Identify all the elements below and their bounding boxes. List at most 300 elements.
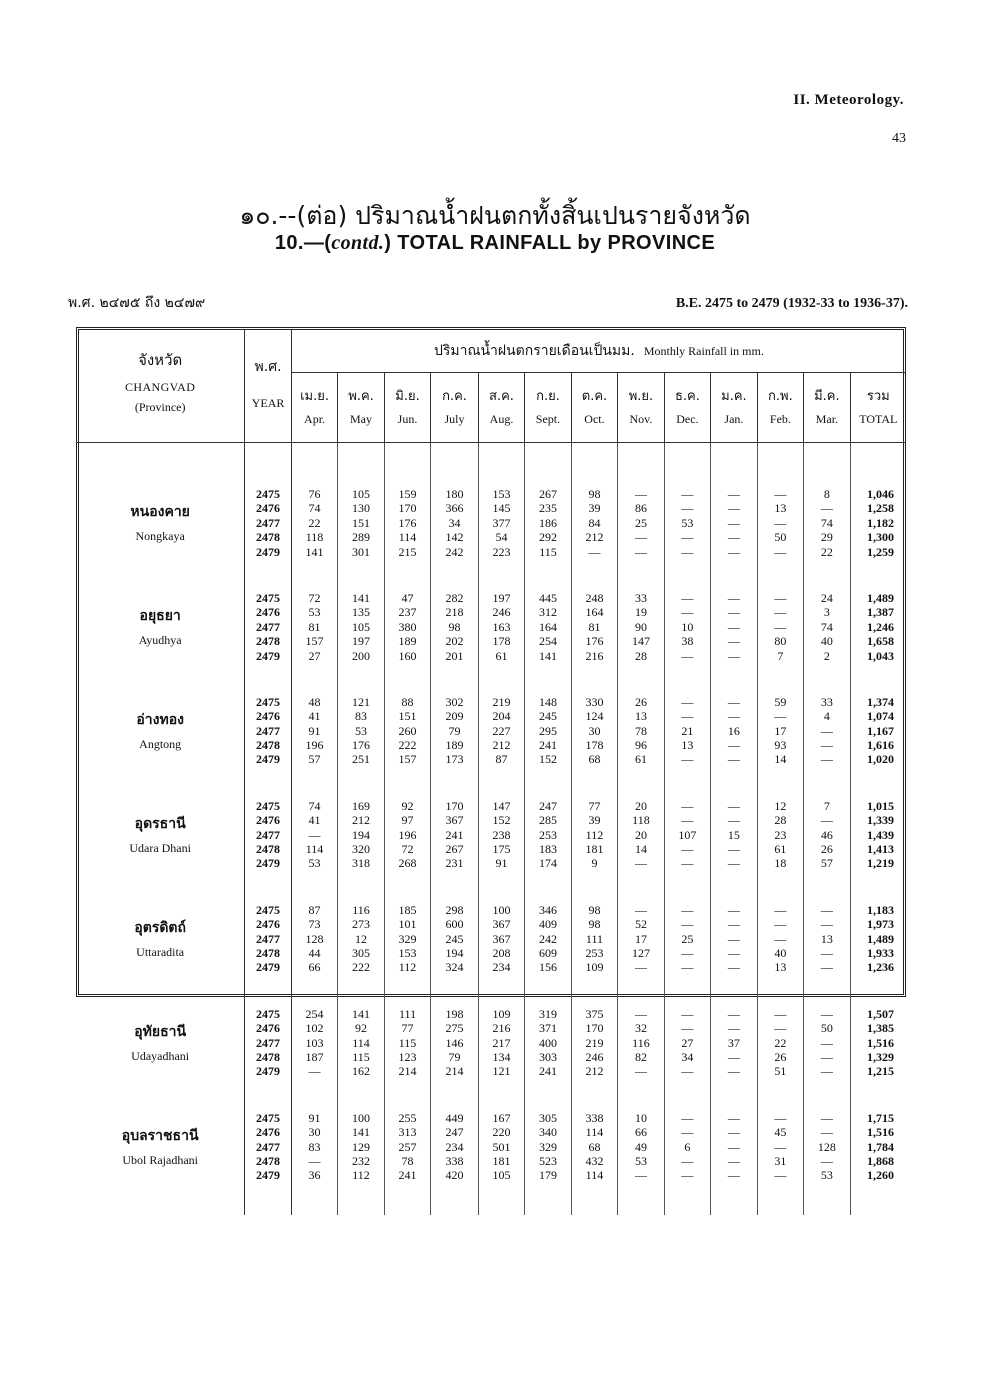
- month-cell: [757, 1111, 803, 1183]
- rainfall-value: 29: [820, 530, 833, 545]
- column-header-thai: มิ.ย.: [395, 389, 420, 405]
- gap-cell: [76, 975, 245, 1007]
- rainfall-value: 17: [634, 931, 647, 946]
- gap-cell: [291, 559, 337, 591]
- rainfall-value: 45: [774, 1125, 787, 1140]
- rainfall-value: 74: [308, 798, 321, 813]
- rainfall-value: 74: [820, 619, 833, 634]
- running-head: II. Meteorology.: [793, 92, 904, 108]
- month-cell: [384, 1111, 430, 1183]
- rainfall-value: 22: [820, 544, 833, 559]
- month-cell: [525, 1111, 571, 1183]
- rainfall-value: 251: [352, 752, 371, 767]
- gap-row: [76, 663, 906, 695]
- month-cell: [338, 487, 384, 559]
- month-cell: [431, 591, 479, 663]
- rainfall-value: 196: [305, 738, 324, 753]
- rainfall-value: 367: [492, 917, 511, 932]
- rainfall-value: 198: [445, 1006, 464, 1021]
- rainfall-value: 151: [398, 709, 417, 724]
- rainfall-value: 73: [308, 917, 321, 932]
- gap-cell: [757, 1183, 803, 1215]
- province-name-thai: อุบลราชธานี: [121, 1128, 199, 1145]
- rainfall-value: —: [681, 1021, 694, 1036]
- rainfall-value: —: [820, 1125, 833, 1140]
- rainfall-value: 105: [352, 487, 371, 501]
- year-value: 2477: [256, 619, 281, 634]
- rainfall-value: 220: [492, 1125, 511, 1140]
- rainfall-value: 253: [538, 827, 557, 842]
- gap-cell: [291, 1183, 337, 1215]
- rainfall-value: —: [820, 960, 833, 975]
- rainfall-value: 82: [634, 1049, 647, 1064]
- column-header-english: Sept.: [535, 412, 561, 427]
- rainfall-value: 329: [398, 931, 417, 946]
- gap-cell: [618, 871, 664, 903]
- year-cell: [245, 487, 291, 559]
- gap-cell: [571, 1183, 617, 1215]
- rainfall-value: 112: [352, 1168, 370, 1183]
- gap-cell: [384, 1079, 430, 1111]
- rainfall-value: 292: [538, 530, 557, 545]
- rainfall-value: 91: [308, 723, 321, 738]
- rainfall-value: 100: [352, 1110, 371, 1125]
- year-value: 2476: [256, 1021, 281, 1036]
- monthly-header-english: Monthly Rainfall in mm.: [643, 344, 764, 359]
- rainfall-value: 25: [681, 931, 694, 946]
- rainfall-value: 238: [492, 827, 511, 842]
- rainfall-value: 134: [492, 1049, 511, 1064]
- rainfall-value: 87: [495, 752, 508, 767]
- rainfall-value: 76: [308, 487, 321, 501]
- rainfall-value: —: [727, 709, 740, 724]
- year-value: 2478: [256, 738, 281, 753]
- month-cell: [618, 487, 664, 559]
- column-header-english: May: [350, 412, 373, 427]
- rainfall-value: 367: [445, 813, 464, 828]
- rainfall-value: 340: [538, 1125, 557, 1140]
- total-value: 1,439: [867, 827, 894, 842]
- month-cell: [804, 903, 850, 975]
- total-value: 1,516: [867, 1035, 894, 1050]
- province-name-english: Nongkaya: [135, 529, 185, 544]
- gap-cell: [664, 1183, 710, 1215]
- column-header-thai: เม.ย.: [300, 389, 329, 405]
- rainfall-value: 141: [352, 1006, 371, 1021]
- month-cell: [804, 591, 850, 663]
- rainfall-value: 420: [445, 1168, 464, 1183]
- gap-cell: [711, 559, 757, 591]
- year-cell: [245, 903, 291, 975]
- rainfall-value: 105: [352, 619, 371, 634]
- rainfall-value: 53: [634, 1153, 647, 1168]
- rainfall-value: 111: [398, 1006, 417, 1021]
- total-value: 1,020: [867, 752, 894, 767]
- rainfall-value: —: [727, 1153, 740, 1168]
- rainfall-value: 194: [352, 827, 371, 842]
- month-cell: [757, 487, 803, 559]
- gap-cell: [711, 663, 757, 695]
- gap-cell: [757, 559, 803, 591]
- rainfall-value: 609: [538, 945, 557, 960]
- rainfall-value: 87: [308, 902, 321, 917]
- rainfall-value: 13: [681, 738, 694, 753]
- rainfall-value: —: [681, 752, 694, 767]
- rainfall-value: 178: [492, 634, 511, 649]
- month-cell: [431, 903, 479, 975]
- rainfall-value: 338: [445, 1153, 464, 1168]
- rainfall-value: —: [820, 917, 833, 932]
- rainfall-value: 260: [398, 723, 417, 738]
- rainfall-value: 77: [401, 1021, 414, 1036]
- month-cell: [757, 903, 803, 975]
- rainfall-value: —: [681, 917, 694, 932]
- rainfall-value: 245: [538, 709, 557, 724]
- month-cell: [291, 1007, 337, 1079]
- total-value: 1,385: [867, 1021, 894, 1036]
- column-header-english: TOTAL: [859, 412, 898, 427]
- month-cell: [664, 903, 710, 975]
- rainfall-value: 53: [355, 723, 368, 738]
- rainfall-value: —: [774, 605, 787, 620]
- rainfall-value: 216: [585, 648, 604, 663]
- rainfall-value: —: [774, 487, 787, 501]
- month-cell: [338, 1007, 384, 1079]
- column-header-thai: ส.ค.: [489, 389, 514, 405]
- month-cell: [384, 799, 430, 871]
- rainfall-value: 12: [774, 798, 787, 813]
- month-cell: [711, 695, 757, 767]
- gap-cell: [338, 767, 384, 799]
- province-block: [76, 1111, 906, 1183]
- month-cell: [618, 903, 664, 975]
- month-cell: [384, 487, 430, 559]
- rainfall-value: 253: [585, 945, 604, 960]
- gap-cell: [664, 975, 710, 1007]
- rainfall-value: 84: [588, 515, 601, 530]
- rainfall-value: 83: [308, 1139, 321, 1154]
- year-cell: [245, 591, 291, 663]
- rainfall-value: 22: [774, 1035, 787, 1050]
- province-block: [76, 591, 906, 663]
- rainfall-value: 242: [445, 544, 464, 559]
- gap-cell: [431, 975, 479, 1007]
- rainfall-value: 13: [820, 931, 833, 946]
- month-cell: [431, 799, 479, 871]
- rainfall-value: 223: [492, 544, 511, 559]
- period-thai: พ.ศ. ๒๔๗๕ ถึง ๒๔๗๙: [68, 295, 206, 311]
- rainfall-value: 28: [774, 813, 787, 828]
- page-number: 43: [892, 131, 906, 146]
- month-cell: [711, 799, 757, 871]
- rainfall-value: —: [681, 648, 694, 663]
- rainfall-value: —: [681, 960, 694, 975]
- gap-cell: [571, 975, 617, 1007]
- spacer-cell: [245, 443, 291, 488]
- rainfall-value: 128: [817, 1139, 836, 1154]
- rainfall-value: —: [727, 798, 740, 813]
- rainfall-value: 303: [538, 1049, 557, 1064]
- gap-cell: [291, 663, 337, 695]
- rainfall-value: 312: [538, 605, 557, 620]
- province-cell: [76, 591, 245, 663]
- rainfall-value: 109: [585, 960, 604, 975]
- spacer-cell: [804, 443, 850, 488]
- rainfall-value: —: [774, 1110, 787, 1125]
- rainfall-value: —: [727, 1021, 740, 1036]
- total-value: 1,616: [867, 738, 894, 753]
- rainfall-value: —: [820, 1064, 833, 1079]
- rainfall-value: 27: [681, 1035, 694, 1050]
- rainfall-value: 152: [538, 752, 557, 767]
- year-value: 2479: [256, 752, 281, 767]
- rainfall-value: 215: [398, 544, 417, 559]
- rainfall-value: 449: [445, 1110, 464, 1125]
- rainfall-value: 7: [777, 648, 784, 663]
- rainfall-value: 121: [492, 1064, 511, 1079]
- gap-cell: [291, 871, 337, 903]
- year-value: 2479: [256, 960, 281, 975]
- gap-cell: [571, 1079, 617, 1111]
- rainfall-value: 275: [445, 1021, 464, 1036]
- gap-cell: [757, 767, 803, 799]
- province-block: [76, 487, 906, 559]
- year-value: 2479: [256, 856, 281, 871]
- rainfall-value: 26: [820, 842, 833, 857]
- rainfall-value: 242: [538, 931, 557, 946]
- rainfall-value: 13: [634, 709, 647, 724]
- rainfall-value: 247: [538, 798, 557, 813]
- rainfall-value: 400: [538, 1035, 557, 1050]
- province-name-thai: อุดรธานี: [134, 816, 186, 833]
- total-cell: [850, 903, 906, 975]
- spacer-cell: [478, 443, 524, 488]
- rainfall-value: 46: [820, 827, 833, 842]
- rainfall-value: 163: [492, 619, 511, 634]
- spacer-cell: [571, 443, 617, 488]
- gap-row: [76, 767, 906, 799]
- month-cell: [804, 1007, 850, 1079]
- rainfall-value: 371: [538, 1021, 557, 1036]
- month-cell: [571, 799, 617, 871]
- title-contd: contd.: [331, 232, 385, 254]
- rainfall-value: 209: [445, 709, 464, 724]
- rainfall-value: 232: [352, 1153, 371, 1168]
- rainfall-value: 217: [492, 1035, 511, 1050]
- gap-cell: [525, 871, 571, 903]
- rainfall-value: 41: [308, 813, 321, 828]
- month-cell: [804, 799, 850, 871]
- rainfall-value: 47: [401, 590, 414, 605]
- rainfall-value: —: [681, 1110, 694, 1125]
- rainfall-value: 432: [585, 1153, 604, 1168]
- gap-cell: [850, 871, 906, 903]
- rainfall-value: 222: [398, 738, 417, 753]
- month-cell: [384, 695, 430, 767]
- gap-row: [76, 1079, 906, 1111]
- rainfall-value: 148: [538, 694, 557, 709]
- column-header-english: Aug.: [489, 412, 514, 427]
- rainfall-value: —: [774, 902, 787, 917]
- total-value: 1,300: [867, 530, 894, 545]
- rainfall-value: 83: [355, 709, 368, 724]
- total-value: 1,236: [867, 960, 894, 975]
- total-value: 1,489: [867, 590, 894, 605]
- year-value: 2476: [256, 605, 281, 620]
- rainfall-value: 445: [538, 590, 557, 605]
- gap-cell: [571, 767, 617, 799]
- rainfall-value: —: [774, 1168, 787, 1183]
- rainfall-value: 295: [538, 723, 557, 738]
- gap-cell: [664, 1079, 710, 1111]
- gap-cell: [478, 767, 524, 799]
- gap-cell: [245, 1183, 291, 1215]
- rainfall-value: 74: [820, 515, 833, 530]
- rainfall-value: 409: [538, 917, 557, 932]
- rainfall-value: 212: [352, 813, 371, 828]
- rainfall-value: 53: [308, 856, 321, 871]
- rainfall-value: 118: [305, 530, 324, 545]
- rainfall-value: —: [727, 590, 740, 605]
- column-header: [618, 373, 664, 443]
- year-value: 2475: [256, 798, 281, 813]
- rainfall-value: 103: [305, 1035, 324, 1050]
- month-cell: [757, 695, 803, 767]
- year-cell: [245, 1111, 291, 1183]
- rainfall-value: 34: [681, 1049, 694, 1064]
- rainfall-value: 4: [823, 709, 830, 724]
- rainfall-value: 30: [588, 723, 601, 738]
- year-cell: [245, 799, 291, 871]
- rainfall-value: —: [634, 856, 647, 871]
- gap-cell: [850, 1079, 906, 1111]
- rainfall-value: 142: [445, 530, 464, 545]
- gap-cell: [338, 975, 384, 1007]
- rainfall-value: —: [727, 842, 740, 857]
- year-value: 2477: [256, 827, 281, 842]
- rainfall-value: 109: [492, 1006, 511, 1021]
- gap-cell: [76, 1079, 245, 1111]
- year-value: 2475: [256, 590, 281, 605]
- rainfall-value: —: [681, 1064, 694, 1079]
- rainfall-value: —: [820, 1110, 833, 1125]
- rainfall-value: 57: [820, 856, 833, 871]
- rainfall-value: —: [681, 709, 694, 724]
- rainfall-value: 37: [727, 1035, 740, 1050]
- rainfall-value: 10: [634, 1110, 647, 1125]
- rainfall-value: 8: [823, 487, 830, 501]
- spacer-cell: [618, 443, 664, 488]
- rainfall-value: 204: [492, 709, 511, 724]
- month-cell: [664, 799, 710, 871]
- rainfall-value: —: [774, 931, 787, 946]
- rainfall-value: 39: [588, 813, 601, 828]
- year-value: 2477: [256, 1035, 281, 1050]
- year-value: 2475: [256, 902, 281, 917]
- spacer-cell: [76, 443, 245, 488]
- rainfall-value: 36: [308, 1168, 321, 1183]
- rainfall-value: 380: [398, 619, 417, 634]
- rainfall-value: 367: [492, 931, 511, 946]
- gap-cell: [384, 767, 430, 799]
- rainfall-value: —: [774, 544, 787, 559]
- rainfall-value: 305: [352, 945, 371, 960]
- gap-cell: [804, 767, 850, 799]
- rainfall-value: 305: [538, 1110, 557, 1125]
- rainfall-value: 74: [308, 501, 321, 516]
- rainfall-value: 129: [352, 1139, 371, 1154]
- rainfall-value: —: [681, 501, 694, 516]
- column-header-english: July: [444, 412, 465, 427]
- rainfall-value: 212: [585, 530, 604, 545]
- rainfall-value: 31: [774, 1153, 787, 1168]
- rainfall-value: —: [820, 813, 833, 828]
- rainfall-value: 40: [820, 634, 833, 649]
- rainfall-value: —: [727, 605, 740, 620]
- rainfall-value: 54: [495, 530, 508, 545]
- gap-cell: [478, 559, 524, 591]
- rainfall-value: 267: [538, 487, 557, 501]
- month-cell: [431, 695, 479, 767]
- month-cell: [664, 695, 710, 767]
- total-cell: [850, 695, 906, 767]
- rainfall-value: 107: [678, 827, 697, 842]
- rainfall-value: 246: [585, 1049, 604, 1064]
- month-cell: [478, 903, 524, 975]
- month-cell: [384, 591, 430, 663]
- column-header-english: Feb.: [769, 412, 791, 427]
- year-value: 2478: [256, 1153, 281, 1168]
- year-value: 2477: [256, 515, 281, 530]
- rainfall-value: 66: [308, 960, 321, 975]
- rainfall-value: —: [727, 752, 740, 767]
- rainfall-value: 91: [308, 1110, 321, 1125]
- month-cell: [711, 903, 757, 975]
- total-value: 1,413: [867, 842, 894, 857]
- rainfall-value: —: [774, 515, 787, 530]
- total-value: 1,167: [867, 723, 894, 738]
- province-cell: [76, 799, 245, 871]
- rainfall-value: —: [727, 1110, 740, 1125]
- rainfall-value: 254: [305, 1006, 324, 1021]
- rainfall-value: 151: [352, 515, 371, 530]
- gap-cell: [291, 767, 337, 799]
- gap-cell: [431, 767, 479, 799]
- rainfall-value: 100: [492, 902, 511, 917]
- total-value: 1,043: [867, 648, 894, 663]
- gap-cell: [431, 559, 479, 591]
- gap-cell: [804, 1183, 850, 1215]
- rainfall-value: 241: [538, 1064, 557, 1079]
- month-cell: [478, 1007, 524, 1079]
- rainfall-value: 40: [774, 945, 787, 960]
- column-header: [525, 373, 571, 443]
- rainfall-value: 176: [585, 634, 604, 649]
- total-value: 1,339: [867, 813, 894, 828]
- rainfall-value: —: [727, 1006, 740, 1021]
- rainfall-value: —: [820, 902, 833, 917]
- month-cell: [338, 591, 384, 663]
- rainfall-value: 39: [588, 501, 601, 516]
- year-value: 2475: [256, 1006, 281, 1021]
- rainfall-value: 34: [448, 515, 461, 530]
- gap-cell: [525, 1079, 571, 1111]
- gap-cell: [338, 1079, 384, 1111]
- rainfall-value: —: [774, 709, 787, 724]
- rainfall-value: —: [681, 1168, 694, 1183]
- year-header-thai: พ.ศ.: [254, 359, 282, 375]
- rainfall-value: 219: [492, 694, 511, 709]
